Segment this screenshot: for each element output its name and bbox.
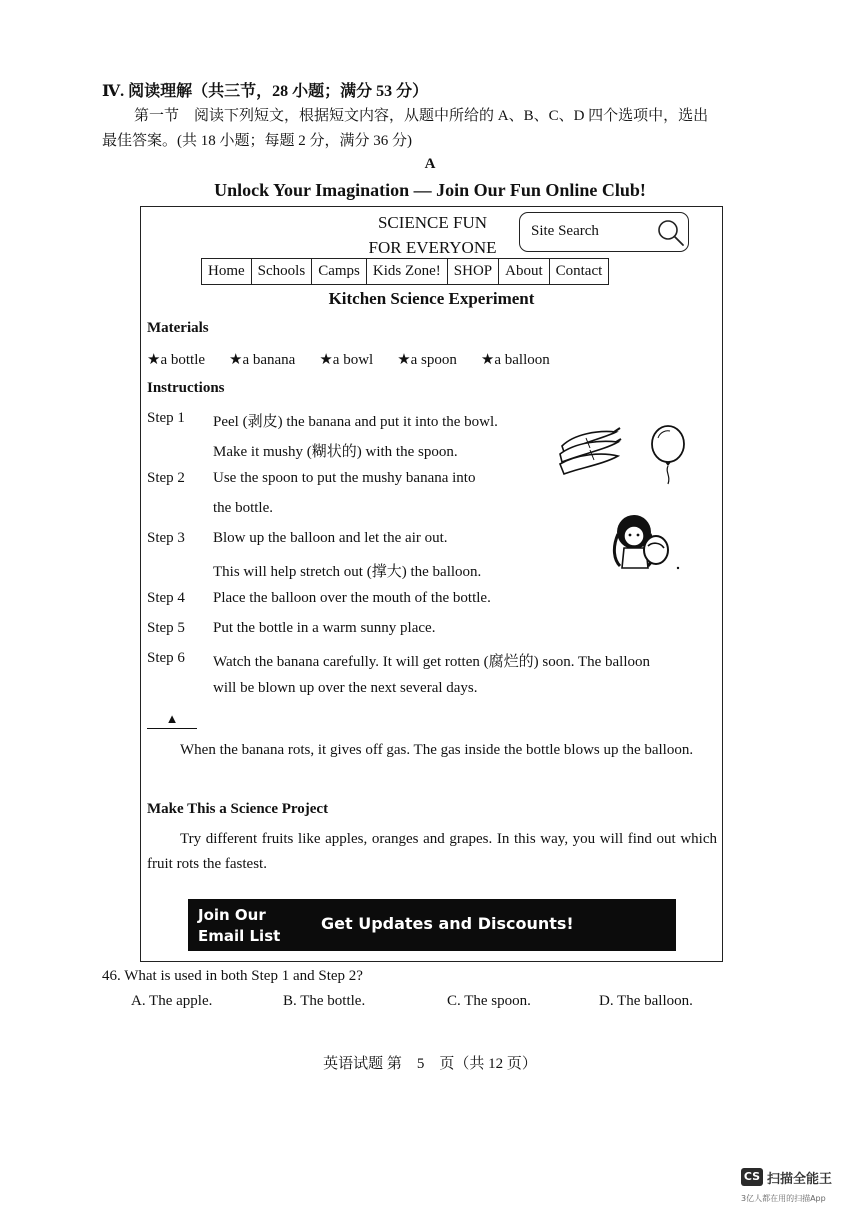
step-label: Step 5 xyxy=(147,620,185,636)
join-email-list-label[interactable]: Join Our Email List xyxy=(198,906,281,945)
nav-kids-zone[interactable]: Kids Zone! xyxy=(367,259,448,284)
step-text: Put the bottle in a warm sunny place. xyxy=(213,620,436,636)
step-label: Step 1 xyxy=(147,410,185,426)
option-c[interactable]: C. The spoon. xyxy=(447,993,531,1009)
intro-line-2: 最佳答案。(共 18 小题；每题 2 分，满分 36 分) xyxy=(102,133,412,149)
scanner-tagline: 3亿人都在用的扫描App xyxy=(741,1194,826,1203)
option-d[interactable]: D. The balloon. xyxy=(599,993,693,1009)
site-name xyxy=(350,210,515,260)
nav-camps[interactable]: Camps xyxy=(312,259,367,284)
step-text: Peel (剥皮) the banana and put it into the bowl. xyxy=(213,414,498,430)
step-text: Watch the banana carefully. It will get rotten (腐烂的) soon. The balloon xyxy=(213,654,650,670)
passage-title: Unlock Your Imagination — Join Our Fun Online Club! xyxy=(214,180,646,200)
intro-line-1: 第一节 阅读下列短文，根据短文内容，从题中所给的 A、B、C、D 四个选项中，选出 xyxy=(134,108,709,124)
step-text: Place the balloon over the mouth of the bottle. xyxy=(213,590,491,606)
banana-bunch-icon xyxy=(556,424,622,482)
step-text: Make it mushy (糊状的) with the spoon. xyxy=(213,444,458,460)
explanation-paragraph: When the banana rots, it gives off gas. The gas inside the bottle blows up the balloon. xyxy=(180,742,694,758)
question-stem: 46. What is used in both Step 1 and Step 2? xyxy=(102,968,363,984)
scanner-logo-icon: CS xyxy=(741,1168,763,1186)
site-name-line-1: SCIENCE FUN xyxy=(377,213,488,232)
instructions-heading: Instructions xyxy=(147,380,225,396)
step-label: Step 6 xyxy=(147,650,185,666)
page-title: Kitchen Science Experiment xyxy=(328,289,535,308)
site-nav xyxy=(201,258,609,285)
nav-home[interactable]: Home xyxy=(202,259,252,284)
project-heading: Make This a Science Project xyxy=(147,801,329,817)
child-with-balloon-icon xyxy=(604,510,684,574)
project-paragraph: Try different fruits like apples, oranges and grapes. In this way, you will find out which fruit rots the fastest. xyxy=(147,831,717,872)
answer-blank: ▲ xyxy=(147,710,197,729)
step-text: This will help stretch out (撑大) the balloon. xyxy=(213,564,482,580)
material-item: ★a balloon xyxy=(480,352,550,368)
passage-letter: A xyxy=(424,156,436,172)
nav-contact[interactable]: Contact xyxy=(555,263,603,279)
material-item: ★a spoon xyxy=(397,352,457,368)
section-intro xyxy=(102,104,767,154)
site-search-input[interactable]: Site Search xyxy=(531,223,599,239)
step-text: will be blown up over the next several days. xyxy=(213,680,478,696)
materials-heading: Materials xyxy=(147,320,209,336)
nav-schools[interactable]: Schools xyxy=(252,259,313,284)
updates-discounts-label: Get Updates and Discounts! xyxy=(321,914,574,933)
nav-about[interactable]: About xyxy=(499,259,550,284)
step-label: Step 4 xyxy=(147,590,185,606)
material-item: ★a bottle xyxy=(147,352,206,368)
option-b[interactable]: B. The bottle. xyxy=(283,993,366,1009)
step-label: Step 3 xyxy=(147,530,185,546)
option-a[interactable]: A. The apple. xyxy=(131,993,213,1009)
step-text: Use the spoon to put the mushy banana into xyxy=(213,470,476,486)
search-icon[interactable] xyxy=(656,218,686,248)
scanner-app-name: 扫描全能王 xyxy=(767,1172,833,1187)
step-text: the bottle. xyxy=(213,500,273,516)
balloon-icon xyxy=(648,424,688,486)
section-heading: Ⅳ. 阅读理解（共三节，28 小题；满分 53 分） xyxy=(102,83,429,100)
site-name-line-2: FOR EVERYONE xyxy=(368,238,497,257)
nav-shop[interactable]: SHOP xyxy=(448,259,499,284)
materials-list xyxy=(147,350,574,369)
step-text: Blow up the balloon and let the air out. xyxy=(213,530,448,546)
email-signup-banner[interactable] xyxy=(188,899,676,951)
material-item: ★a bowl xyxy=(319,352,374,368)
step-label: Step 2 xyxy=(147,470,185,486)
material-item: ★a banana xyxy=(229,352,296,368)
page-footer: 英语试题 第 5 页（共 12 页） xyxy=(323,1056,537,1072)
